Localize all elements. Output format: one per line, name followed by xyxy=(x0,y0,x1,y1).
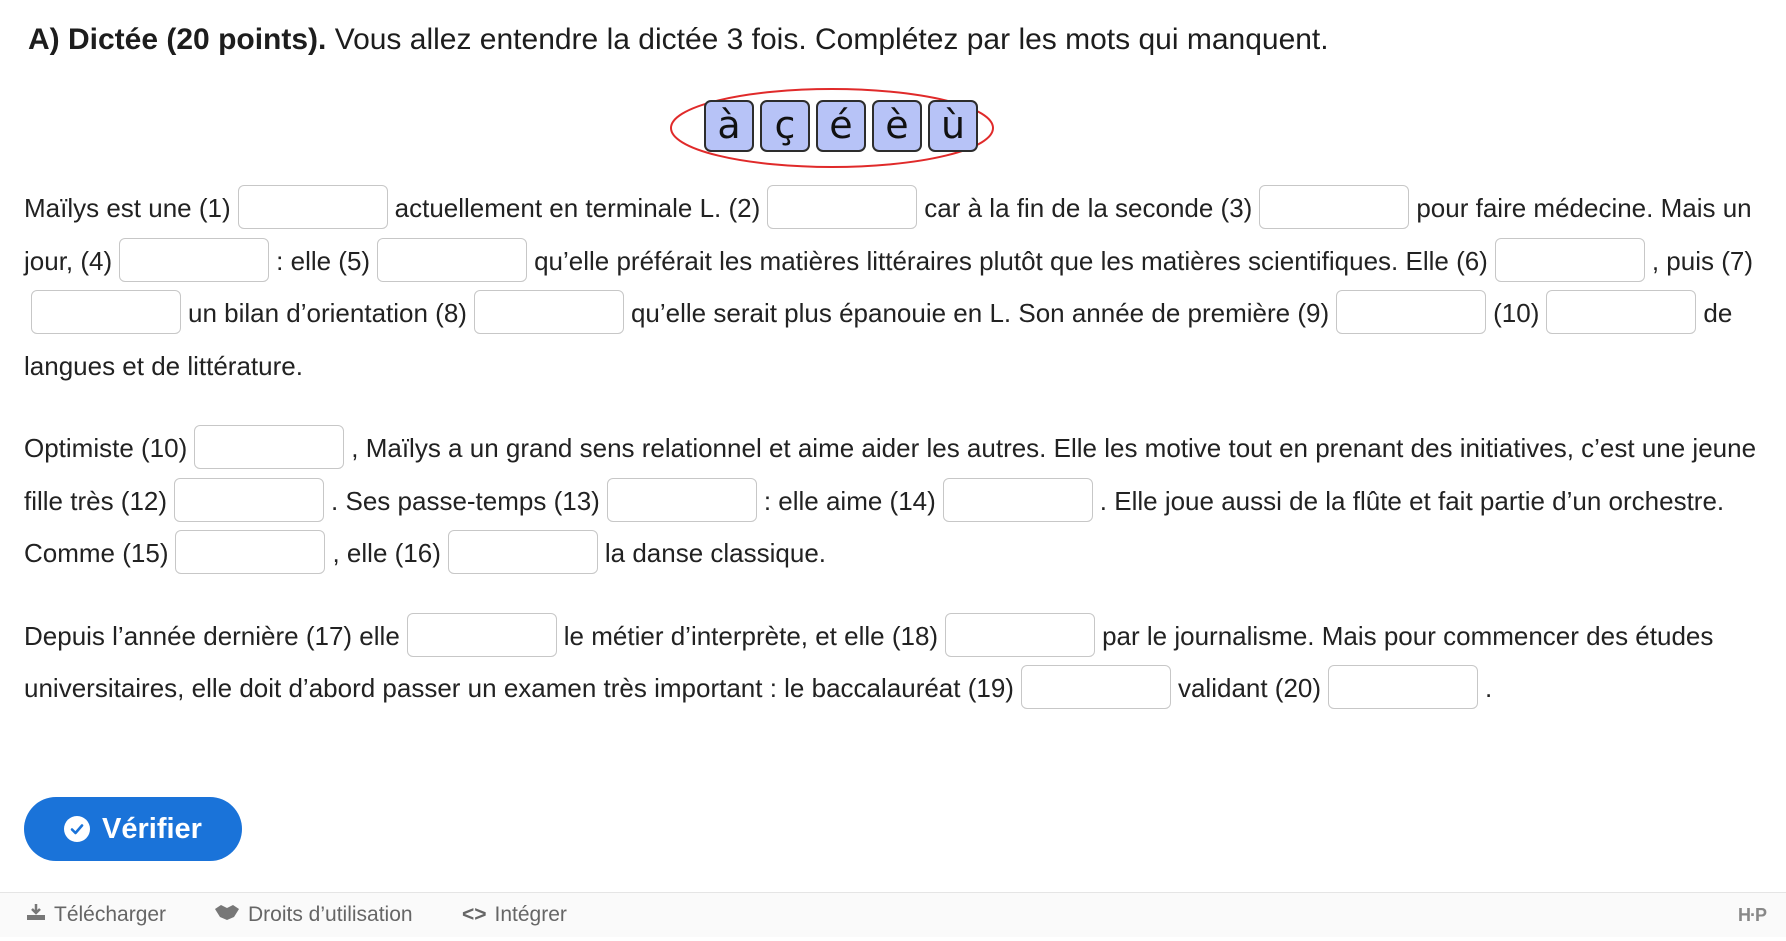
text-segment: par le journalisme. Mais pour commencer des études universitaires, elle doit d’abord passer un examen très important : le baccalauréat (19) xyxy=(24,620,1714,703)
text-segment: la danse classique. xyxy=(604,538,827,568)
dictation-text xyxy=(24,182,1774,745)
text-segment: . Ses passe-temps (13) xyxy=(331,485,600,516)
text-segment: , elle (16) xyxy=(332,538,441,568)
text-segment: Optimiste (10) xyxy=(24,433,188,463)
text-segment: actuellement en terminale L. (2) xyxy=(394,193,761,223)
special-characters-panel xyxy=(648,82,1018,174)
instruction xyxy=(28,20,1329,60)
blank-input-15[interactable] xyxy=(175,530,325,574)
blank-input-9[interactable] xyxy=(1336,290,1486,334)
char-a-grave-button[interactable]: à xyxy=(704,100,754,152)
blank-input-6[interactable] xyxy=(1495,238,1645,282)
text-segment: le métier d’interprète, et elle (18) xyxy=(563,620,939,651)
special-characters-list xyxy=(704,100,978,152)
text-segment: . xyxy=(1485,673,1493,703)
char-e-acute-button[interactable]: é xyxy=(816,100,866,152)
embed-label: Intégrer xyxy=(494,903,567,926)
char-u-grave-button[interactable]: ù xyxy=(928,100,978,152)
verify-label: Vérifier xyxy=(102,812,202,845)
text-segment: , puis (7) xyxy=(1651,245,1753,276)
verify-button[interactable] xyxy=(24,797,242,861)
blank-input-3[interactable] xyxy=(1259,185,1409,229)
download-icon xyxy=(26,903,46,927)
h5p-footer-bar xyxy=(0,892,1786,937)
blank-input-18[interactable] xyxy=(945,613,1095,657)
blank-input-4[interactable] xyxy=(119,238,269,282)
code-icon: <> xyxy=(462,903,487,926)
blank-input-16[interactable] xyxy=(448,530,598,574)
handshake-icon xyxy=(214,903,240,927)
text-segment: . Elle joue aussi de la flûte et fait partie d’un orchestre. Comme (15) xyxy=(24,485,1725,568)
text-segment: pour faire médecine. Mais un jour, (4) xyxy=(24,193,1752,276)
h5p-logo: H·P xyxy=(1738,905,1766,925)
blank-input-13[interactable] xyxy=(607,478,757,522)
paragraph-2 xyxy=(24,422,1774,580)
blank-input-7[interactable] xyxy=(31,290,181,334)
blank-input-12[interactable] xyxy=(174,478,324,522)
text-segment: (10) xyxy=(1493,298,1540,328)
text-segment: un bilan d’orientation (8) xyxy=(188,298,467,328)
blank-input-8[interactable] xyxy=(474,290,624,334)
usage-rights-link[interactable] xyxy=(214,903,413,927)
paragraph-1 xyxy=(24,182,1774,392)
text-segment: Depuis l’année dernière (17) elle xyxy=(24,620,400,651)
embed-link[interactable] xyxy=(462,903,567,927)
char-c-cedilla-button[interactable]: ç xyxy=(760,100,810,152)
blank-input-1[interactable] xyxy=(238,185,388,229)
text-segment: car à la fin de la seconde (3) xyxy=(924,193,1253,223)
blank-input-20[interactable] xyxy=(1328,665,1478,709)
blank-input-17[interactable] xyxy=(407,613,557,657)
text-segment: qu’elle préférait les matières littéraires plutôt que les matières scientifiques. Elle (6) xyxy=(534,245,1488,276)
download-link[interactable] xyxy=(26,903,166,927)
paragraph-3 xyxy=(24,610,1774,715)
blank-input-2[interactable] xyxy=(767,185,917,229)
text-segment: Maïlys est une (1) xyxy=(24,193,231,223)
text-segment: : elle aime (14) xyxy=(763,485,936,516)
instruction-title: A) Dictée (20 points). xyxy=(28,23,327,56)
blank-input-14[interactable] xyxy=(943,478,1093,522)
check-circle-icon xyxy=(64,816,90,842)
instruction-text: Vous allez entendre la dictée 3 fois. Complétez par les mots qui manquent. xyxy=(326,23,1329,56)
blank-input-11[interactable] xyxy=(194,425,344,469)
text-segment: qu’elle serait plus épanouie en L. Son année de première (9) xyxy=(630,298,1330,328)
download-label: Télécharger xyxy=(54,903,167,926)
text-segment: : elle (5) xyxy=(276,245,371,276)
blank-input-5[interactable] xyxy=(377,238,527,282)
text-segment: validant (20) xyxy=(1177,673,1322,703)
text-segment: , Maïlys a un grand sens relationnel et aime aider les autres. Elle les motive tout en prenant des initiatives, c’est une jeune fille très (12) xyxy=(24,433,1757,516)
char-e-grave-button[interactable]: è xyxy=(872,100,922,152)
usage-rights-label: Droits d’utilisation xyxy=(248,903,413,926)
blank-input-10[interactable] xyxy=(1546,290,1696,334)
blank-input-19[interactable] xyxy=(1021,665,1171,709)
text-segment: de langues et de littérature. xyxy=(24,298,1733,381)
